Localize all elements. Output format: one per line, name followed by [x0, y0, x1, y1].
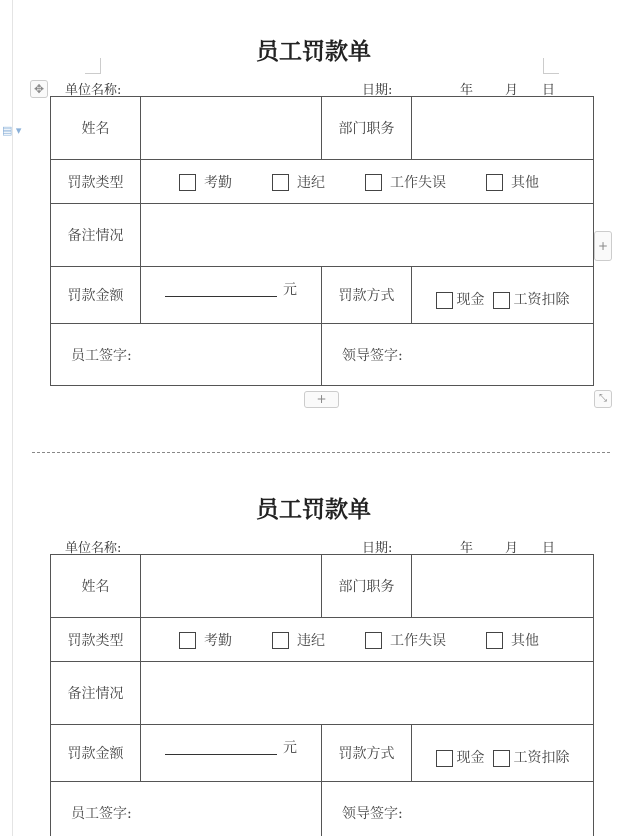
leader-signature-cell[interactable]: [322, 324, 594, 386]
month-label: 月: [505, 83, 519, 98]
fine-type-option[interactable]: [179, 172, 232, 192]
checkbox[interactable]: [493, 292, 510, 309]
amount-cell[interactable]: [141, 267, 322, 324]
remark-cell[interactable]: [141, 204, 594, 267]
fine-type-option[interactable]: [365, 172, 446, 192]
name-cell[interactable]: [141, 97, 322, 160]
method-options: [412, 267, 594, 324]
option-label: 工资扣除: [513, 292, 570, 308]
form-title: 员工罚款单: [256, 496, 371, 523]
checkbox[interactable]: [436, 292, 453, 309]
checkbox[interactable]: [179, 174, 196, 191]
fine-type-option[interactable]: [486, 172, 539, 192]
fine-type-option[interactable]: [486, 630, 539, 650]
option-label: 工作失误: [390, 632, 446, 649]
remark-label: 备注情况: [51, 204, 141, 267]
method-label: 罚款方式: [322, 267, 412, 324]
leader-signature-cell[interactable]: [322, 782, 594, 836]
unit-name-label: 单位名称:: [65, 541, 122, 556]
option-label: 其他: [511, 632, 539, 649]
leader-signature-label: 领导签字:: [342, 347, 403, 364]
fine-method-option[interactable]: [493, 292, 570, 308]
employee-signature-label: 员工签字:: [71, 347, 132, 364]
employee-signature-cell[interactable]: [51, 324, 322, 386]
checkbox[interactable]: [493, 750, 510, 767]
month-label: 月: [505, 541, 519, 556]
checkbox[interactable]: [486, 632, 503, 649]
remark-label: 备注情况: [51, 662, 141, 725]
option-label: 现金: [456, 750, 485, 766]
fine-method-option[interactable]: [493, 750, 570, 766]
method-label: 罚款方式: [322, 725, 412, 782]
amount-cell[interactable]: [141, 725, 322, 782]
day-label: 日: [542, 541, 556, 556]
add-row-button[interactable]: +: [304, 391, 339, 408]
fine-type-option[interactable]: [179, 630, 232, 650]
fine-type-options: [141, 618, 594, 662]
fine-method-option[interactable]: [436, 750, 485, 766]
unit-name-label: 单位名称:: [65, 83, 122, 98]
fine-type-option[interactable]: [272, 172, 325, 192]
name-label: 姓名: [51, 97, 141, 160]
page-break-divider: [32, 452, 610, 453]
paragraph-options-icon[interactable]: ▤ ▾: [2, 124, 22, 137]
fine-table: [50, 554, 594, 836]
department-cell[interactable]: [412, 97, 594, 160]
add-column-button[interactable]: +: [594, 231, 612, 261]
method-options: [412, 725, 594, 782]
form-title: 员工罚款单: [256, 38, 371, 65]
option-label: 工资扣除: [513, 750, 570, 766]
leader-signature-label: 领导签字:: [342, 805, 403, 822]
option-label: 其他: [511, 174, 539, 191]
currency-label: 元: [283, 282, 297, 298]
amount-label: 罚款金额: [51, 267, 141, 324]
fine-type-label: 罚款类型: [51, 160, 141, 204]
checkbox[interactable]: [436, 750, 453, 767]
checkbox[interactable]: [486, 174, 503, 191]
checkbox[interactable]: [179, 632, 196, 649]
department-label: 部门职务: [322, 555, 412, 618]
date-label: 日期:: [362, 541, 393, 556]
fine-type-label: 罚款类型: [51, 618, 141, 662]
fine-type-option[interactable]: [365, 630, 446, 650]
amount-label: 罚款金额: [51, 725, 141, 782]
option-label: 工作失误: [390, 174, 446, 191]
option-label: 考勤: [204, 632, 232, 649]
name-cell[interactable]: [141, 555, 322, 618]
checkbox[interactable]: [365, 632, 382, 649]
fine-type-option[interactable]: [272, 630, 325, 650]
fine-type-options: [141, 160, 594, 204]
table-resize-icon[interactable]: ⤡: [594, 390, 612, 408]
checkbox[interactable]: [272, 174, 289, 191]
table-move-handle-icon[interactable]: ✥: [30, 80, 48, 98]
year-label: 年: [460, 83, 474, 98]
department-cell[interactable]: [412, 555, 594, 618]
date-label: 日期:: [362, 83, 393, 98]
option-label: 现金: [456, 292, 485, 308]
name-label: 姓名: [51, 555, 141, 618]
department-label: 部门职务: [322, 97, 412, 160]
checkbox[interactable]: [365, 174, 382, 191]
option-label: 考勤: [204, 174, 232, 191]
option-label: 违纪: [297, 632, 325, 649]
checkbox[interactable]: [272, 632, 289, 649]
employee-signature-label: 员工签字:: [71, 805, 132, 822]
fine-method-option[interactable]: [436, 292, 485, 308]
day-label: 日: [542, 83, 556, 98]
currency-label: 元: [283, 740, 297, 756]
fine-table: [50, 96, 594, 386]
employee-signature-cell[interactable]: [51, 782, 322, 836]
option-label: 违纪: [297, 174, 325, 191]
year-label: 年: [460, 541, 474, 556]
remark-cell[interactable]: [141, 662, 594, 725]
